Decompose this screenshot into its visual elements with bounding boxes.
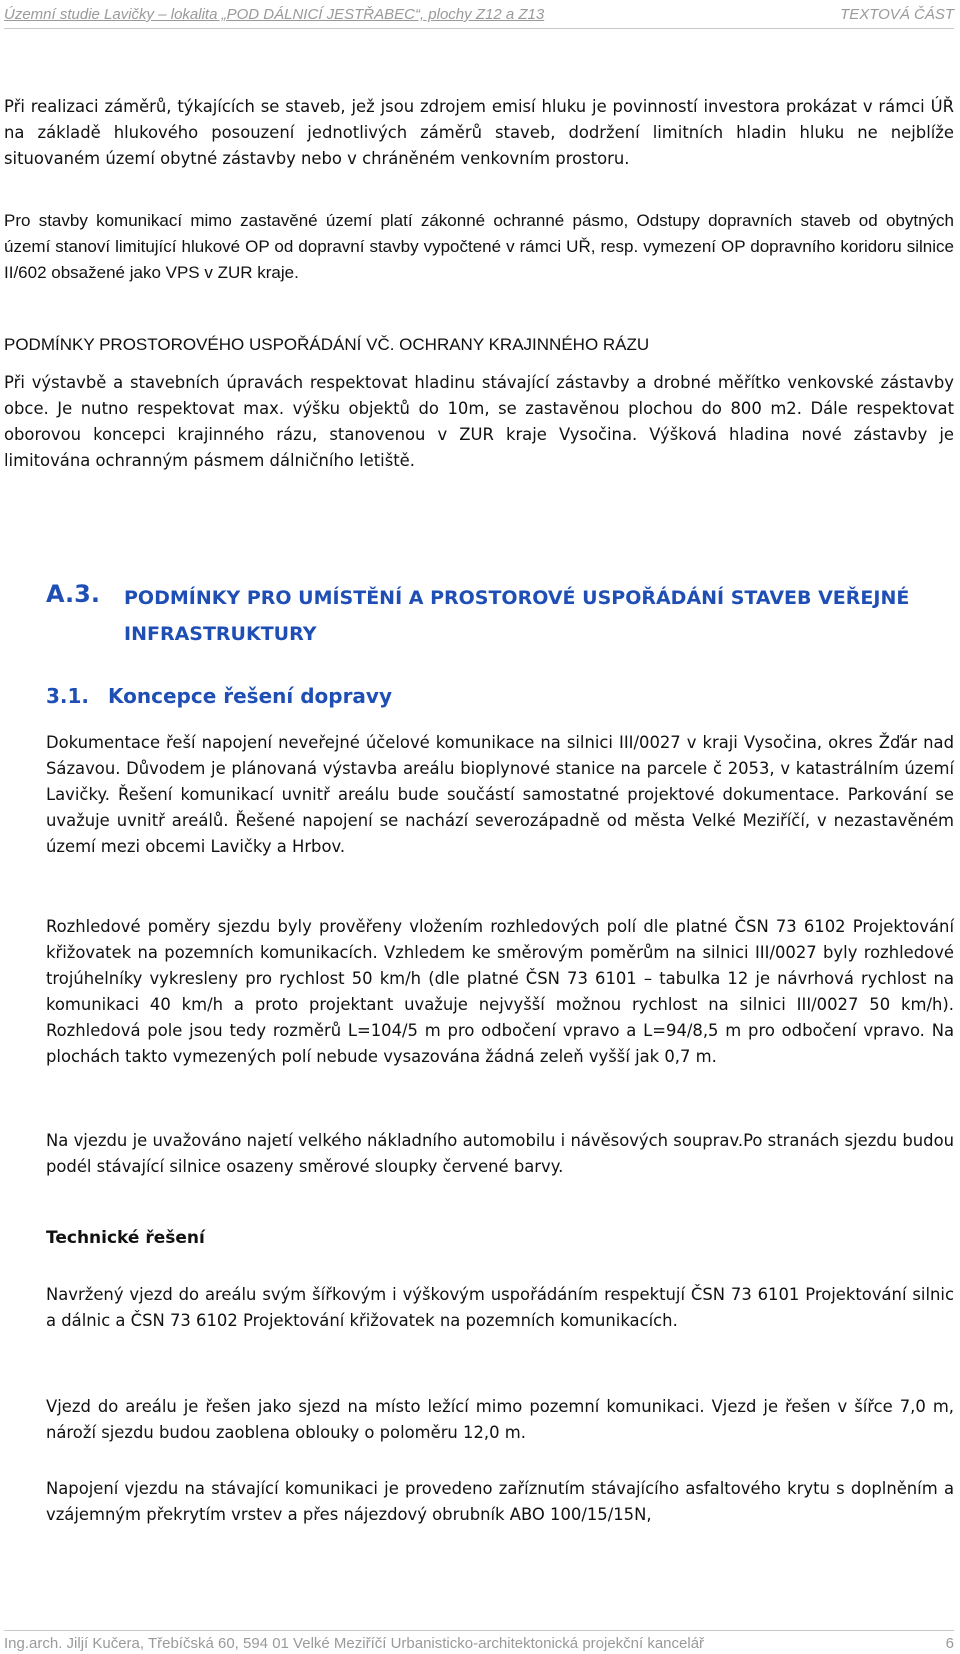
subsection-title: Koncepce řešení dopravy <box>108 684 393 708</box>
paragraph-technical-1: Navržený vjezd do areálu svým šířkovým i výškovým uspořádáním respektují ČSN 73 6101 Projektování silnic a dálnic a ČSN 73 6102 Projektování křižovatek na pozemních komunikacích. <box>46 1285 954 1330</box>
paragraph-spatial-conditions: Při výstavbě a stavebních úpravách respektovat hladinu stávající zástavby a drobné měřítko venkovské zástavby obce. Je nutno respektovat max. výšku objektů do 10m, se zastavěnou plochou do 800 m2. Dále respektovat oborovou koncepci krajinného rázu, stanovenou v ZUR kraje Vysočina. Výšková hladina nové zástavby je limitována ochranným pásmem dálničního letiště. <box>4 373 954 470</box>
section-number-a3: A.3. <box>46 580 100 608</box>
paragraph-traffic-protection-zone: Pro stavby komunikací mimo zastavěné území platí zákonné ochranné pásmo, Odstupy dopravních staveb od obytných území stanoví limitující hlukové OP od dopravní stavby vypočtené v rámci UŘ, resp. vymezení OP dopravního koridoru silnice II/602 obsažené jako VPS v ZUR kraje. <box>4 211 954 282</box>
page-footer <box>4 1630 954 1653</box>
paragraph-documentation: Dokumentace řeší napojení neveřejné účelové komunikace na silnici III/0027 v kraji Vysočina, okres Žďár nad Sázavou. Důvodem je plánovaná výstavba areálu bioplynové stanice na parcele č 2053, v katastrálním území Lavičky. Řešení komunikací uvnitř areálu bude součástí samostatné projektové dokumentace. Parkování se uvažuje uvnitř areálů. Řešené napojení se nachází severozápadně od města Velké Meziříčí, v nezastavěném území mezi obcemi Lavičky a Hrbov. <box>46 733 954 856</box>
paragraph-technical-3: Napojení vjezdu na stávající komunikaci je provedeno zaříznutím stávajícího asfaltového krytu s doplněním a vzájemným překrytím vrstev a přes nájezdový obrubník ABO 100/15/15N, <box>46 1479 954 1524</box>
paragraph-technical-2: Vjezd do areálu je řešen jako sjezd na místo ležící mimo pozemní komunikaci. Vjezd je řešen v šířce 7,0 m, nároží sjezdu budou zaoblena oblouky o poloměru 12,0 m. <box>46 1397 954 1442</box>
footer-page-number: 6 <box>945 1635 954 1652</box>
header-document-title[interactable]: Územní studie Lavičky – lokalita „POD DÁLNICÍ JESTŘABEC“, plochy Z12 a Z13 <box>4 6 545 23</box>
subsection-heading-3-1 <box>46 684 392 708</box>
heading-spatial-conditions: PODMÍNKY PROSTOROVÉHO USPOŘÁDÁNÍ VČ. OCHRANY KRAJINNÉHO RÁZU <box>4 335 650 354</box>
section-title-a3: PODMÍNKY PRO UMÍSTĚNÍ A PROSTOROVÉ USPOŘÁDÁNÍ STAVEB VEŘEJNÉ INFRASTRUKTURY <box>124 587 910 645</box>
heading-technical-solution: Technické řešení <box>46 1228 205 1248</box>
subsection-number: 3.1. <box>46 684 90 708</box>
paragraph-noise-emissions: Při realizaci záměrů, týkajících se staveb, jež jsou zdrojem emisí hluku je povinností investora prokázat v rámci ÚŘ na základě hlukového posouzení jednotlivých záměrů staveb, dodržení limitních hladin hluku ne nejblíže situovaném území obytné zástavby nebo v chráněném venkovním prostoru. <box>4 97 954 168</box>
page-header <box>4 6 954 29</box>
paragraph-entrance: Na vjezdu je uvažováno najetí velkého nákladního automobilu i návěsových souprav.Po stranách sjezdu budou podél stávající silnice osazeny směrové sloupky červené barvy. <box>46 1131 954 1176</box>
header-section-label: TEXTOVÁ ČÁST <box>840 6 954 23</box>
paragraph-visibility: Rozhledové poměry sjezdu byly prověřeny vložením rozhledových polí dle platné ČSN 73 6102 Projektování křižovatek na pozemních komunikacích. Vzhledem ke směrovým poměrům na silnici III/0027 byly rozhledové trojúhelníky vykresleny pro rychlost 50 km/h (dle platné ČSN 73 6101 – tabulka 12 je návrhová rychlost na komunikaci 40 km/h a proto projektant uvažuje nejvyšší možnou rychlost na silnici III/0027 50 km/h). Rozhledová pole jsou tedy rozměrů L=104/5 m pro odbočení vpravo a L=94/8,5 m pro odbočení vpravo. Na plochách takto vymezených polí nebude vysazována žádná zeleň vyšší jak 0,7 m. <box>46 917 954 1066</box>
footer-author-address: Ing.arch. Jiljí Kučera, Třebíčská 60, 594 01 Velké Meziříčí Urbanisticko-architektonická projekční kancelář <box>4 1635 705 1652</box>
